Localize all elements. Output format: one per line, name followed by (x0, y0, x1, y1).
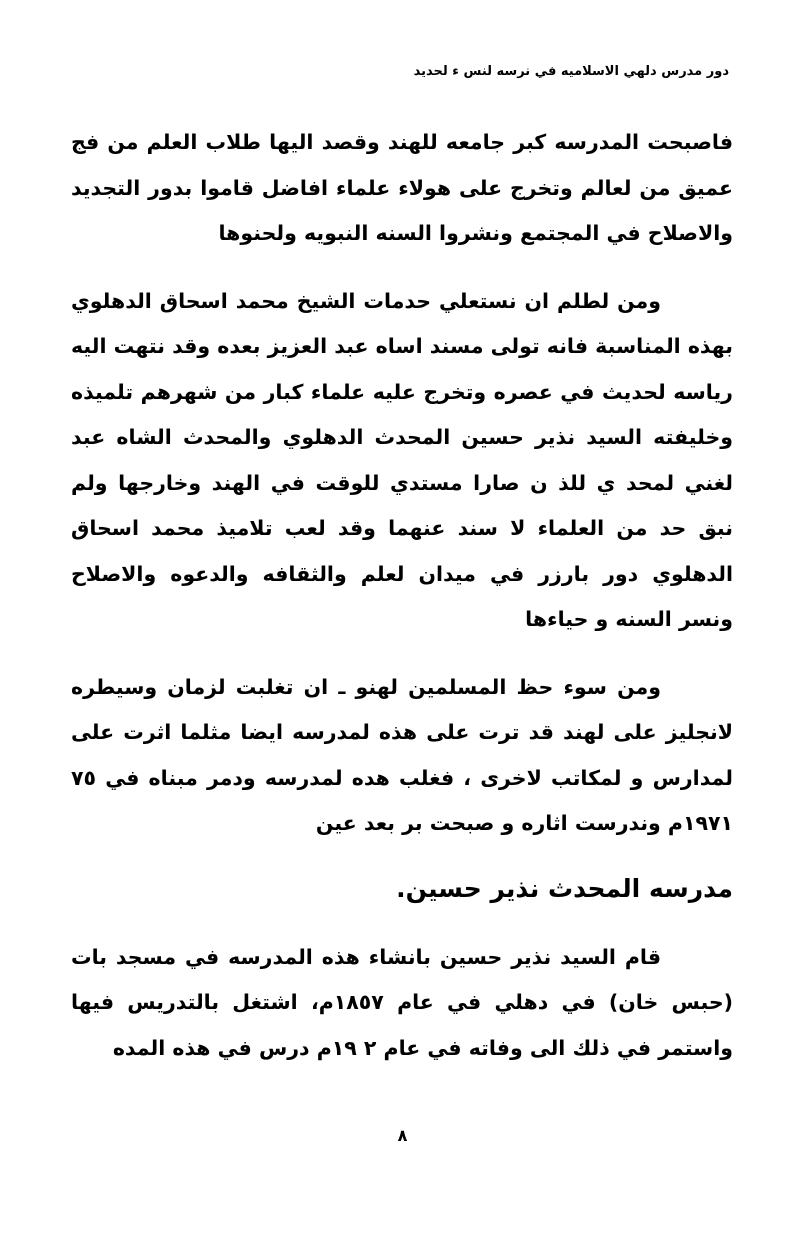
paragraph-3: ومن سوء حظ المسلمين لهنو ـ ان تغلبت لزمان وسيطره لانجليز على لهند قد ترت على هذه لمدرسه ايضا مثلما اثرت على لمدارس و لمكاتب لاخرى ، فغلب هده لمدرسه ودمر مبناه في ٧٥ ١٩٧١م وندرست اثاره و صبحت بر بعد عين (71, 674, 733, 835)
section-paragraph: قام السيد نذير حسين بانشاء هذه المدرسه في مسجد بات (حبس خان) في دهلي في عام ١٨٥٧م، اشتغل بالتدريس فيها واستمر في ذلك الى وفاته في عام ٢ ١٩م درس في هذه المده (71, 944, 733, 1060)
paragraph-2: ومن لطلم ان نستعلي حدمات الشيخ محمد اسحاق الدهلوي بهذه المناسبة فانه تولى مسند اساه عبد العزيز بعده وقد نتهت اليه رياسه لحديث في عصره وتخرج عليه علماء كبار من شهرهم تلميذه وخليفته السيد نذير حسين المحدث الدهلوي والمحدث الشاه عبد لغني لمحد ي للذ ن صارا مستدي للوقت في الهند وخارجها ولم نبق حد من العلماء لا سند عنهما وقد لعب تلاميذ محمد اسحاق الدهلوي دور بارزر في ميدان لعلم والثقافه والدعوه والاصلاح ونسر السنه و حياءها (71, 288, 733, 631)
page-number: ٨ (397, 1126, 408, 1145)
paragraph-1: فاصبحت المدرسه كبر جامعه للهند وقصد اليها طلاب العلم من فج عميق من لعالم وتخرج على هولاء علماء افاضل قاموا بدور التجديد والاصلاح في المجتمع ونشروا السنه النبويه ولحنوها (71, 130, 733, 245)
running-header: دور مدرس دلهي الاسلاميه في نرسه لنس ء لحديد (413, 64, 729, 79)
body-text (71, 120, 733, 1093)
section-heading: مدرسه المحدث نذير حسين. (396, 873, 733, 903)
